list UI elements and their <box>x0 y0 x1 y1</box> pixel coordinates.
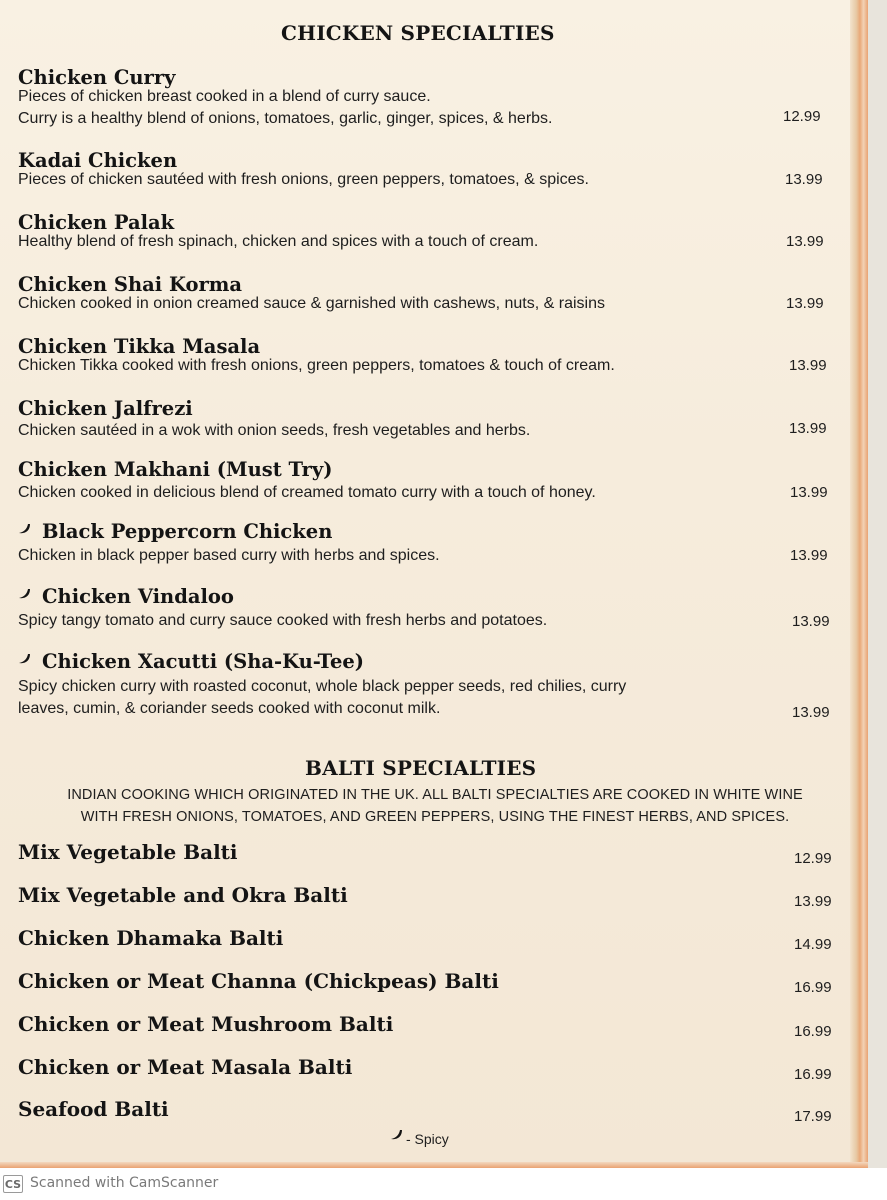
balti-item-name: Mix Vegetable and Okra Balti <box>18 883 348 907</box>
menu-item-name-text: Black Peppercorn Chicken <box>42 520 333 543</box>
menu-item-description-line: Spicy chicken curry with roasted coconut, whole black pepper seeds, red chilies, curry <box>18 678 627 695</box>
balti-item-name: Chicken Dhamaka Balti <box>18 926 284 950</box>
menu-item-description <box>18 545 440 567</box>
menu-item-name-text: Chicken Shai Korma <box>18 273 243 296</box>
menu-item-description-line: Curry is a healthy blend of onions, tomatoes, garlic, ginger, spices, & herbs. <box>18 110 553 127</box>
menu-item-name <box>18 585 234 608</box>
menu-item-description <box>18 482 596 504</box>
balti-intro <box>30 784 840 828</box>
menu-item-price: 13.99 <box>786 233 824 250</box>
balti-item-price: 16.99 <box>794 1023 832 1040</box>
menu-item-price: 13.99 <box>792 704 830 721</box>
menu-item-name-text: Chicken Jalfrezi <box>18 397 193 420</box>
menu-item-description-line: Chicken in black pepper based curry with herbs and spices. <box>18 547 440 564</box>
camscanner-logo-icon: CS <box>3 1175 23 1193</box>
menu-item-price: 12.99 <box>783 108 821 125</box>
balti-section-title: BALTI SPECIALTIES <box>305 756 537 780</box>
menu-item-name-text: Kadai Chicken <box>18 149 178 172</box>
menu-item-description-line: Chicken cooked in onion creamed sauce & garnished with cashews, nuts, & raisins <box>18 295 605 312</box>
menu-item-description <box>18 169 589 191</box>
spicy-legend <box>390 1128 449 1147</box>
scanner-watermark-text: Scanned with CamScanner <box>30 1175 219 1191</box>
menu-item-price: 13.99 <box>790 547 828 564</box>
menu-item-name-text: Chicken Curry <box>18 66 176 89</box>
balti-item-price: 16.99 <box>794 979 832 996</box>
menu-item-name-text: Chicken Tikka Masala <box>18 335 261 358</box>
menu-item-description-line: leaves, cumin, & coriander seeds cooked with coconut milk. <box>18 700 441 717</box>
chicken-section-title: CHICKEN SPECIALTIES <box>281 21 555 45</box>
balti-intro-line: INDIAN COOKING WHICH ORIGINATED IN THE UK. ALL BALTI SPECIALTIES ARE COOKED IN WHITE WINE <box>67 787 803 803</box>
menu-item-description-line: Pieces of chicken breast cooked in a blend of curry sauce. <box>18 88 431 105</box>
chili-icon <box>390 1128 404 1142</box>
balti-intro-line: WITH FRESH ONIONS, TOMATOES, AND GREEN PEPPERS, USING THE FINEST HERBS, AND SPICES. <box>80 809 790 825</box>
menu-item-description <box>18 293 605 315</box>
menu-item-description-line: Chicken sautéed in a wok with onion seeds, fresh vegetables and herbs. <box>18 422 531 439</box>
menu-item-name-text: Chicken Vindaloo <box>42 585 234 608</box>
balti-item-price: 13.99 <box>794 893 832 910</box>
balti-item-price: 17.99 <box>794 1108 832 1125</box>
menu-item-description-line: Spicy tangy tomato and curry sauce cooked with fresh herbs and potatoes. <box>18 612 548 629</box>
scanner-footer <box>0 1168 887 1200</box>
balti-item-name: Chicken or Meat Channa (Chickpeas) Balti <box>18 969 499 993</box>
menu-item-description-line: Pieces of chicken sautéed with fresh onions, green peppers, tomatoes, & spices. <box>18 171 589 188</box>
menu-item-description-line: Chicken Tikka cooked with fresh onions, green peppers, tomatoes & touch of cream. <box>18 357 615 374</box>
balti-item-price: 16.99 <box>794 1066 832 1083</box>
balti-item-name: Seafood Balti <box>18 1097 169 1121</box>
menu-item-price: 13.99 <box>790 484 828 501</box>
balti-item-name: Mix Vegetable Balti <box>18 840 238 864</box>
menu-item-price: 13.99 <box>785 171 823 188</box>
balti-item-price: 14.99 <box>794 936 832 953</box>
menu-item-description-line: Healthy blend of fresh spinach, chicken and spices with a touch of cream. <box>18 233 539 250</box>
menu-item-description <box>18 676 626 720</box>
menu-item-name-text: Chicken Makhani (Must Try) <box>18 458 333 481</box>
menu-item-price: 13.99 <box>789 357 827 374</box>
menu-item-name <box>18 397 193 420</box>
menu-item-name <box>18 650 364 673</box>
menu-item-price: 13.99 <box>786 295 824 312</box>
menu-item-description <box>18 610 547 632</box>
chili-icon <box>18 652 32 666</box>
menu-item-price: 13.99 <box>789 420 827 437</box>
menu-item-name-text: Chicken Palak <box>18 211 175 234</box>
menu-item-name <box>18 458 332 481</box>
menu-item-description <box>18 420 530 442</box>
menu-item-description <box>18 355 615 377</box>
balti-item-name: Chicken or Meat Mushroom Balti <box>18 1012 394 1036</box>
menu-item-name-text: Chicken Xacutti (Sha-Ku-Tee) <box>42 650 364 673</box>
balti-item-name: Chicken or Meat Masala Balti <box>18 1055 353 1079</box>
chili-icon <box>18 522 32 536</box>
menu-item-description <box>18 231 538 253</box>
menu-item-price: 13.99 <box>792 613 830 630</box>
balti-item-price: 12.99 <box>794 850 832 867</box>
menu-item-description <box>18 86 553 130</box>
menu-item-name <box>18 520 332 543</box>
spicy-legend-label: - Spicy <box>406 1131 449 1147</box>
page-border-right <box>850 0 868 1168</box>
menu-item-description-line: Chicken cooked in delicious blend of creamed tomato curry with a touch of honey. <box>18 484 596 501</box>
chili-icon <box>18 587 32 601</box>
